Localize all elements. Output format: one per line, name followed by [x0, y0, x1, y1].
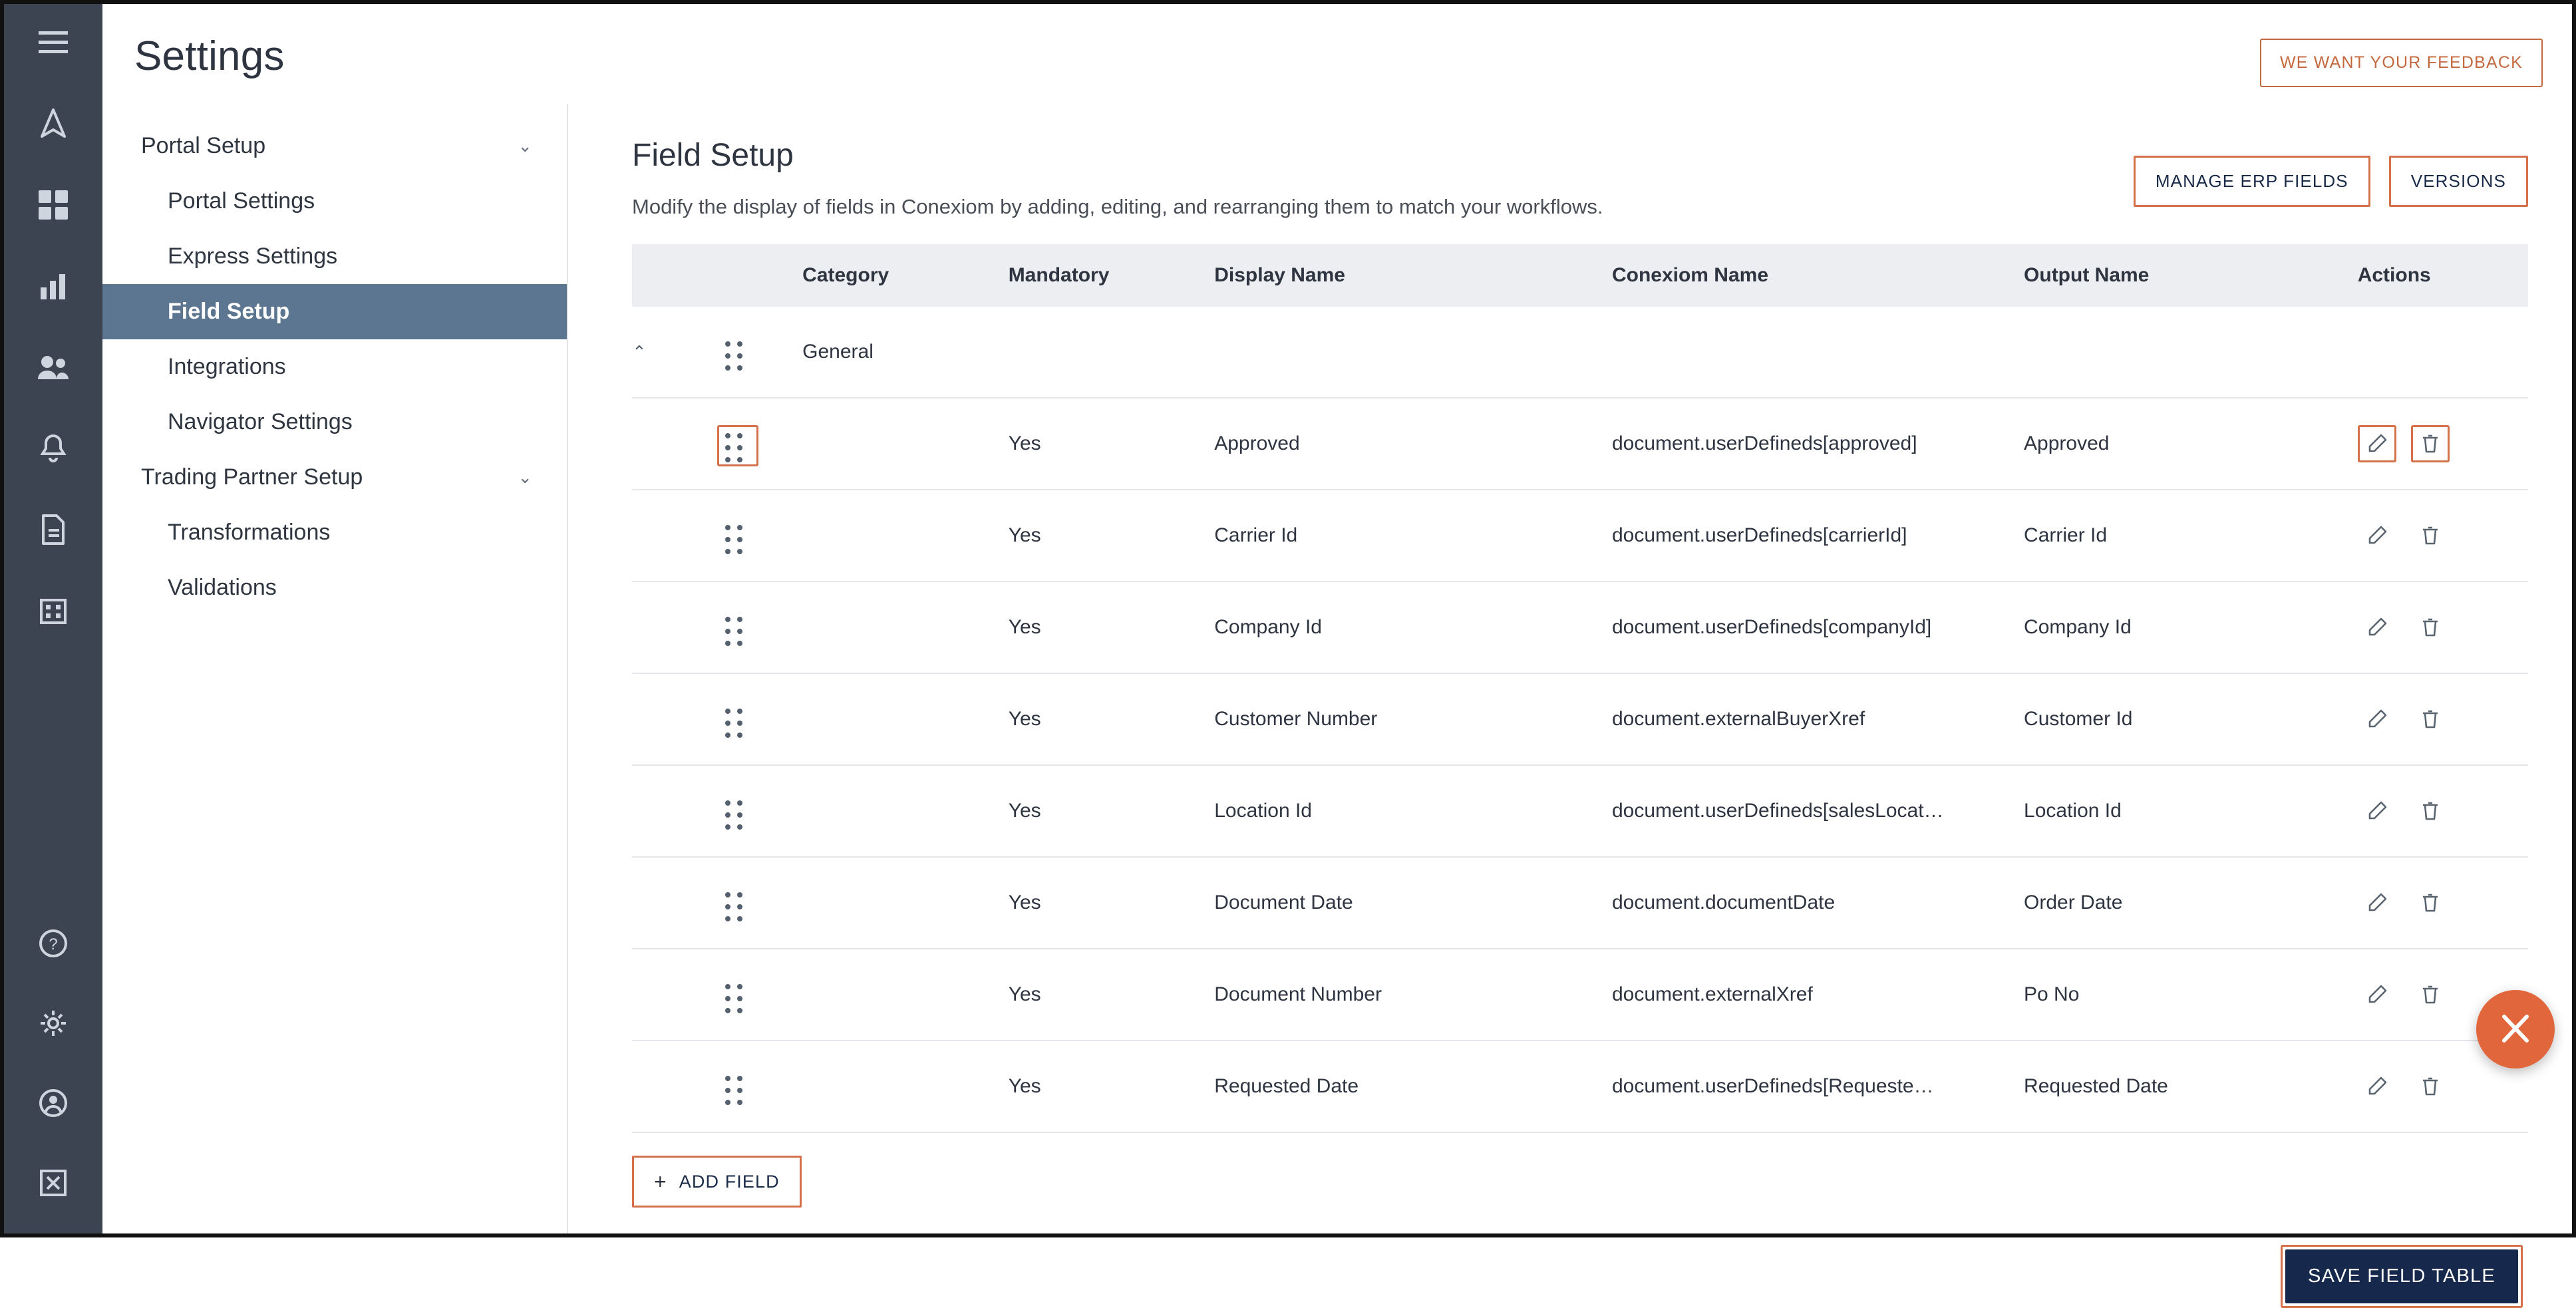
drag-handle[interactable] — [717, 701, 758, 742]
save-row — [632, 1245, 2528, 1308]
versions-button[interactable]: VERSIONS — [2389, 156, 2528, 207]
row-conexiom-name-cell: document.externalBuyerXref — [1612, 673, 2024, 765]
row-display-name-cell: Location Id — [1214, 765, 1612, 857]
row-actions-cell — [2358, 765, 2528, 857]
delete-icon[interactable] — [2411, 609, 2450, 646]
manage-erp-fields-button[interactable]: MANAGE ERP FIELDS — [2134, 156, 2370, 207]
analytics-icon[interactable] — [29, 262, 77, 310]
drag-handle-icon — [725, 800, 750, 826]
company-icon[interactable] — [29, 587, 77, 635]
row-conexiom-name-cell: document.externalXref — [1612, 949, 2024, 1041]
row-conexiom-name-cell: document.userDefineds[approved] — [1612, 398, 2024, 490]
drag-handle-icon — [725, 709, 750, 734]
drag-handle[interactable] — [717, 792, 758, 834]
header-output-name: Output Name — [2024, 244, 2358, 307]
chevron-down-icon[interactable]: ⌄ — [518, 136, 532, 156]
table-row — [632, 581, 2528, 673]
content-header-text — [632, 126, 1603, 219]
navigator-icon[interactable] — [29, 100, 77, 148]
row-display-name-cell: Company Id — [1214, 581, 1612, 673]
row-caret-cell — [632, 398, 717, 490]
drag-handle[interactable] — [717, 609, 758, 650]
conexiom-assistant-fab[interactable] — [2476, 990, 2555, 1068]
row-action-group — [2358, 701, 2450, 738]
row-output-name-cell: Carrier Id — [2024, 490, 2358, 581]
sidebar-item-portal-settings[interactable]: Portal Settings — [168, 188, 315, 214]
chevron-down-icon[interactable]: ⌄ — [518, 467, 532, 487]
plus-icon: + — [654, 1170, 667, 1194]
header-display-name: Display Name — [1214, 244, 1612, 307]
header-actions — [2134, 126, 2528, 207]
section-title: Field Setup — [632, 138, 794, 173]
sidebar-group-trading-partner-setup[interactable] — [102, 450, 567, 505]
menu-icon[interactable] — [29, 19, 77, 67]
group-drag-cell — [717, 307, 802, 398]
edit-icon[interactable] — [2358, 609, 2396, 646]
row-mandatory-cell: Yes — [1009, 857, 1215, 949]
delete-icon[interactable] — [2411, 517, 2450, 554]
close-x-icon — [2496, 1010, 2535, 1049]
table-row — [632, 949, 2528, 1041]
feedback-button[interactable]: WE WANT YOUR FEEDBACK — [2260, 39, 2543, 87]
content-panel — [568, 104, 2572, 1287]
sidebar-item-integrations[interactable]: Integrations — [168, 354, 286, 379]
save-field-table-button[interactable]: SAVE FIELD TABLE — [2285, 1249, 2518, 1303]
row-actions-cell — [2358, 857, 2528, 949]
delete-icon[interactable] — [2411, 425, 2450, 462]
row-output-name-cell: Approved — [2024, 398, 2358, 490]
row-drag-cell — [717, 398, 802, 490]
drag-handle-icon — [725, 433, 750, 458]
svg-text:?: ? — [49, 935, 58, 953]
row-drag-cell — [717, 765, 802, 857]
edit-icon[interactable] — [2358, 792, 2396, 830]
row-conexiom-name-cell: document.userDefineds[carrierId] — [1612, 490, 2024, 581]
row-drag-cell — [717, 857, 802, 949]
table-body — [632, 307, 2528, 1132]
sidebar-group-portal-setup[interactable] — [102, 118, 567, 174]
drag-handle-icon — [725, 525, 750, 550]
group-category-cell: General — [802, 307, 1009, 398]
row-action-group — [2358, 976, 2450, 1013]
add-field-label: ADD FIELD — [679, 1171, 780, 1192]
drag-handle[interactable] — [717, 425, 758, 466]
row-output-name-cell: Location Id — [2024, 765, 2358, 857]
sidebar-item-validations[interactable]: Validations — [168, 575, 277, 600]
row-action-group — [2358, 1068, 2450, 1105]
drag-handle-icon — [725, 892, 750, 917]
documents-icon[interactable] — [29, 506, 77, 554]
dashboard-icon[interactable] — [29, 181, 77, 229]
row-drag-cell — [717, 673, 802, 765]
row-category-cell — [802, 765, 1009, 857]
row-mandatory-cell: Yes — [1009, 949, 1215, 1041]
row-conexiom-name-cell: document.userDefineds[salesLocat… — [1612, 765, 2024, 857]
drag-handle[interactable] — [717, 1068, 758, 1109]
row-action-group — [2358, 884, 2450, 921]
main-region — [102, 4, 2572, 1287]
row-caret-cell — [632, 673, 717, 765]
sidebar-group-label: Portal Setup — [141, 133, 266, 158]
row-action-group — [2358, 425, 2450, 462]
edit-icon[interactable] — [2358, 1068, 2396, 1105]
row-caret-cell — [632, 765, 717, 857]
row-category-cell — [802, 581, 1009, 673]
row-drag-cell — [717, 949, 802, 1041]
row-conexiom-name-cell: document.userDefineds[Requeste… — [1612, 1041, 2024, 1132]
row-mandatory-cell: Yes — [1009, 581, 1215, 673]
row-display-name-cell: Document Date — [1214, 857, 1612, 949]
row-mandatory-cell: Yes — [1009, 765, 1215, 857]
row-output-name-cell: Company Id — [2024, 581, 2358, 673]
delete-icon[interactable] — [2411, 1068, 2450, 1105]
content-header — [632, 126, 2528, 219]
drag-handle-icon — [725, 341, 750, 367]
row-output-name-cell: Order Date — [2024, 857, 2358, 949]
edit-icon[interactable] — [2358, 884, 2396, 921]
row-category-cell — [802, 490, 1009, 581]
table-header — [632, 244, 2528, 307]
drag-handle-group[interactable] — [717, 333, 758, 375]
delete-icon[interactable] — [2411, 976, 2450, 1013]
rail-bottom-group — [29, 919, 77, 1233]
settings-sidebar — [102, 104, 568, 1233]
row-display-name-cell: Requested Date — [1214, 1041, 1612, 1132]
row-mandatory-cell: Yes — [1009, 1041, 1215, 1132]
row-actions-cell — [2358, 673, 2528, 765]
table-row — [632, 398, 2528, 490]
row-caret-cell — [632, 857, 717, 949]
field-table — [632, 244, 2528, 1133]
header-mandatory: Mandatory — [1009, 244, 1215, 307]
header-drag — [717, 244, 802, 307]
body-area — [102, 104, 2572, 1287]
group-actions-cell — [2358, 307, 2528, 398]
row-mandatory-cell: Yes — [1009, 673, 1215, 765]
row-action-group — [2358, 517, 2450, 554]
table-header-row — [632, 244, 2528, 307]
group-conexiom-name-cell — [1612, 307, 2024, 398]
top-bar — [102, 4, 2572, 104]
page-title: Settings — [134, 33, 285, 79]
drag-handle[interactable] — [717, 976, 758, 1017]
header-actions: Actions — [2358, 244, 2528, 307]
table-row — [632, 765, 2528, 857]
row-action-group — [2358, 609, 2450, 646]
field-table-wrapper — [632, 244, 2528, 1133]
row-actions-cell — [2358, 398, 2528, 490]
row-category-cell — [802, 949, 1009, 1041]
section-description: Modify the display of fields in Conexiom by adding, editing, and rearranging them to match your workflows. — [632, 195, 1603, 218]
row-mandatory-cell: Yes — [1009, 398, 1215, 490]
save-button-highlight — [2281, 1245, 2523, 1308]
row-output-name-cell: Customer Id — [2024, 673, 2358, 765]
table-row — [632, 857, 2528, 949]
add-field-button[interactable] — [632, 1156, 802, 1208]
drag-handle-icon — [725, 984, 750, 1009]
table-row — [632, 1041, 2528, 1132]
edit-icon[interactable] — [2358, 425, 2396, 462]
row-drag-cell — [717, 490, 802, 581]
sidebar-item-navigator-settings[interactable]: Navigator Settings — [168, 409, 353, 434]
row-output-name-cell: Po No — [2024, 949, 2358, 1041]
row-actions-cell — [2358, 490, 2528, 581]
row-category-cell — [802, 1041, 1009, 1132]
drag-handle-icon — [725, 1076, 750, 1101]
row-actions-cell — [2358, 581, 2528, 673]
add-field-row — [632, 1156, 2528, 1208]
row-conexiom-name-cell: document.documentDate — [1612, 857, 2024, 949]
help-icon[interactable] — [29, 919, 77, 967]
edit-icon[interactable] — [2358, 976, 2396, 1013]
logout-icon[interactable] — [29, 1159, 77, 1207]
table-group-row-general — [632, 307, 2528, 398]
gear-icon[interactable] — [29, 999, 77, 1047]
account-icon[interactable] — [29, 1079, 77, 1127]
row-caret-cell — [632, 1041, 717, 1132]
row-display-name-cell: Approved — [1214, 398, 1612, 490]
row-mandatory-cell: Yes — [1009, 490, 1215, 581]
row-display-name-cell: Customer Number — [1214, 673, 1612, 765]
sidebar-group-label: Trading Partner Setup — [141, 464, 363, 490]
header-category: Category — [802, 244, 1009, 307]
sidebar-item-field-setup[interactable]: Field Setup — [102, 284, 567, 339]
drag-handle[interactable] — [717, 517, 758, 558]
delete-icon[interactable] — [2411, 792, 2450, 830]
header-caret — [632, 244, 717, 307]
edit-icon[interactable] — [2358, 701, 2396, 738]
row-display-name-cell: Carrier Id — [1214, 490, 1612, 581]
row-caret-cell — [632, 490, 717, 581]
group-collapse-cell — [632, 307, 717, 398]
row-category-cell — [802, 398, 1009, 490]
group-mandatory-cell — [1009, 307, 1215, 398]
drag-handle[interactable] — [717, 884, 758, 925]
row-caret-cell — [632, 949, 717, 1041]
group-output-name-cell — [2024, 307, 2358, 398]
table-row — [632, 673, 2528, 765]
notifications-icon[interactable] — [29, 424, 77, 472]
customers-icon[interactable] — [29, 343, 77, 391]
row-drag-cell — [717, 1041, 802, 1132]
row-category-cell — [802, 673, 1009, 765]
row-category-cell — [802, 857, 1009, 949]
row-display-name-cell: Document Number — [1214, 949, 1612, 1041]
delete-icon[interactable] — [2411, 884, 2450, 921]
sidebar-item-transformations[interactable]: Transformations — [168, 520, 331, 545]
row-output-name-cell: Requested Date — [2024, 1041, 2358, 1132]
sidebar-item-express-settings[interactable]: Express Settings — [168, 244, 338, 269]
row-drag-cell — [717, 581, 802, 673]
row-conexiom-name-cell: document.userDefineds[companyId] — [1612, 581, 2024, 673]
row-action-group — [2358, 792, 2450, 830]
drag-handle-icon — [725, 617, 750, 642]
chevron-up-icon[interactable]: ⌃ — [632, 342, 647, 362]
group-display-name-cell — [1214, 307, 1612, 398]
header-conexiom-name: Conexiom Name — [1612, 244, 2024, 307]
table-row — [632, 490, 2528, 581]
icon-rail — [4, 4, 102, 1233]
edit-icon[interactable] — [2358, 517, 2396, 554]
delete-icon[interactable] — [2411, 701, 2450, 738]
row-caret-cell — [632, 581, 717, 673]
